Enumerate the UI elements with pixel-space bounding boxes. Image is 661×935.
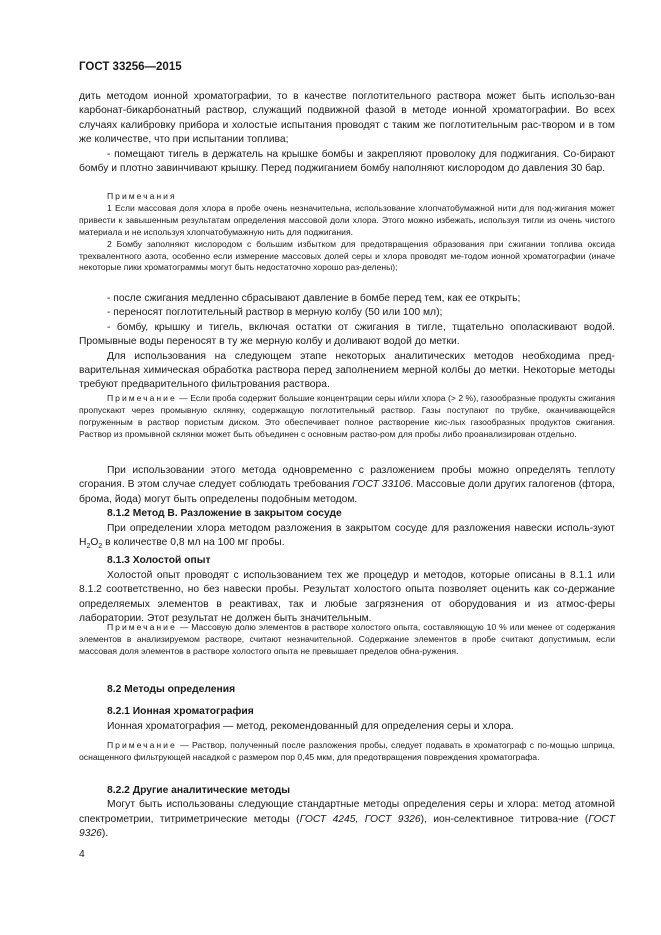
section-heading-8-2-2: 8.2.2 Другие аналитические методы	[107, 785, 291, 796]
list-item: - бомбу, крышку и тигель, включая остатки от сжигания в тигле, тщательно ополаскивают водой. Промывные воды переносят в ту же мерную колбу и доливают водой до метки.	[79, 321, 615, 348]
text-block-2	[79, 292, 615, 393]
note-item: 2 Бомбу заполняют кислородом с большим избытком для предотвращения образования при сжигании топлива оксида трехвалентного азота, особенно если измерение массовых долей серы и хлора проводят ме-тодом ионной хроматографии (иначе некоторые пики хроматограммы могут быть недостаточно хорошо раз-делены);	[79, 238, 615, 273]
note-label: Примечание	[107, 740, 177, 750]
list-item: - переносят поглотительный раствор в мерную колбу (50 или 100 мл);	[107, 307, 443, 319]
paragraph: Для использования на следующем этапе некоторых аналитических методов необходима пред-варительная химическая обработка раствора перед заполнением мерной колбы до метки. Некоторые методы требуют предварительного фильтрования раствора.	[79, 350, 615, 391]
note-block-1	[79, 191, 615, 274]
section-heading-8-1-3: 8.1.3 Холостой опыт	[107, 555, 211, 567]
page-number: 4	[79, 849, 85, 860]
note-text: — Массовую долю элементов в растворе холостого опыта, составляющую 10 % или менее от содержания элементов в анализируемом растворе, считают незначительной. Содержание элементов в пробе считают допустимым, если массовая доля элементов в растворе холостого опыта не превышает пределов обна-ружения.	[79, 622, 615, 656]
list-item: - после сжигания медленно сбрасывают давление в бомбе перед тем, как ее открыть;	[107, 293, 521, 304]
standard-reference: ГОСТ 33106	[352, 479, 411, 491]
text-block-1	[79, 90, 615, 176]
note-label: Примечания	[107, 191, 177, 201]
text-block-4	[79, 683, 615, 734]
note-text: — Раствор, полученный после разложения пробы, следует подавать в хроматограф с по-мощью шприца, оснащенного фильтрующей насадкой с размером пор 0,45 мкм, для предотвращения повреждения хроматографа.	[79, 740, 615, 762]
note-label: Примечание	[107, 393, 177, 403]
note-block-2	[79, 393, 615, 441]
note-block-4	[79, 740, 615, 764]
note-label: Примечание	[107, 622, 177, 632]
paragraph: Ионная хроматография — метод, рекомендованный для определения серы и хлора.	[107, 720, 514, 732]
paragraph: При использовании этого метода одновременно с разложением пробы можно определять теплоту сгорания. В этом случае следует соблюдать требования ГОСТ 33106. Массовые доли других галогенов (фтора, брома, йода) могут быть определены подобным методом.	[79, 465, 616, 505]
section-heading-8-2: 8.2 Методы определения	[107, 684, 236, 695]
note-block-3	[79, 622, 615, 658]
note-item: 1 Если массовая доля хлора в пробе очень незначительна, использование хлопчатобумажной нити для под-жигания может привести к завышенным результатам определения массовой доли хлора. Этого можно избежать, используя тигли из очень чистого материала и не используя хлопчатобумажную нить для поджигания.	[79, 202, 615, 237]
paragraph: Холостой опыт проводят с использованием тех же процедур и методов, которые описаны в 8.1.1 или 8.1.2 соответственно, но без навески пробы. Результат холостого опыта позволяет оценить как со-держание определяемых элементов в реактивах, так и любые загрязнения от оборудования и из атмос-феры лаборатории. Этот результат не должен быть значительным.	[79, 569, 615, 625]
section-heading-8-2-1: 8.2.1 Ионная хроматография	[107, 706, 254, 718]
text-block-3	[79, 464, 615, 627]
paragraph: При определении хлора методом разложения в закрытом сосуде для разложения навески исполь-зуют $H_2O_2$ в количестве 0,8 мл на 100 мг пробы.	[79, 522, 615, 551]
paragraph: дить методом ионной хроматографии, то в качестве поглотительного раствора может быть использо-ван карбонат-бикарбонатный раствор, служащий подвижной фазой в методе ионной хроматографии. Во всех случаях калибровку прибора и холостые испытания проводят с таким же поглотительным рас-твором и в том же количестве, что при испытании топлива;	[79, 91, 615, 146]
note-text: — Если проба содержит большие концентрации серы и/или хлора (> 2 %), газообразные продукты сжигания пропускают через промывную склянку, содержащую поглотительный раствор. Газы поступают по трубке, оканчивающейся погруженным в раствор пористым диском. Это обеспечивает полное растворение кис-лых газообразных продуктов сжигания. Раствор из промывной склянки может быть объединен с основным раство-ром для пробы либо проанализирован отдельно.	[79, 393, 615, 439]
paragraph: Могут быть использованы следующие стандартные методы определения серы и хлора: метод атомной спектрометрии, титриметрические методы (ГОСТ 4245, ГОСТ 9326), ион-селективное титрова-ние (ГОСТ 9326).	[79, 799, 615, 840]
text-block-5	[79, 784, 615, 842]
list-item: - помещают тигель в держатель на крышке бомбы и закрепляют проволоку для поджигания. Со-бирают бомбу и плотно завинчивают крышку. Перед поджиганием бомбу наполняют кислородом до давления 30 бар.	[79, 148, 615, 175]
section-heading-8-1-2: 8.1.2 Метод В. Разложение в закрытом сосуде	[107, 508, 342, 520]
document-header: ГОСТ 33256—2015	[79, 61, 182, 73]
